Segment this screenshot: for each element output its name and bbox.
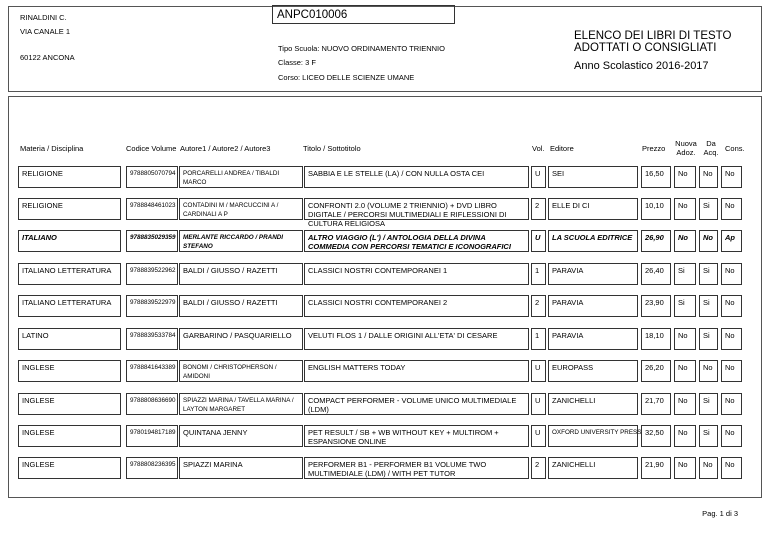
col-autori: Autore1 / Autore2 / Autore3 bbox=[180, 144, 271, 153]
cell-da: Si bbox=[699, 425, 718, 447]
cell-prezzo: 21,90 bbox=[641, 457, 671, 479]
cell-da: Si bbox=[699, 263, 718, 285]
cell-vol: 1 bbox=[531, 263, 546, 285]
cell-prezzo: 32,50 bbox=[641, 425, 671, 447]
cell-titolo: ALTRO VIAGGIO (L') / ANTOLOGIA DELLA DIVINA COMMEDIA CON PERCORSI TEMATICI E ICONOGRAFICI bbox=[304, 230, 529, 252]
col-prezzo: Prezzo bbox=[642, 144, 666, 153]
cell-prezzo: 21,70 bbox=[641, 393, 671, 415]
cell-codice: 9788808636690 bbox=[126, 393, 178, 415]
cell-codice: 9788841643389 bbox=[126, 360, 178, 382]
cell-codice: 9788839533784 bbox=[126, 328, 178, 350]
cell-autori: GARBARINO / PASQUARIELLO bbox=[179, 328, 303, 350]
cell-codice: 9788808236395 bbox=[126, 457, 178, 479]
cell-vol: U bbox=[531, 360, 546, 382]
cell-titolo: PET RESULT / SB + WB WITHOUT KEY + MULTIROM + ESPANSIONE ONLINE bbox=[304, 425, 529, 447]
cell-nuova: No bbox=[674, 393, 696, 415]
cell-materia: ITALIANO LETTERATURA bbox=[18, 295, 121, 317]
cell-cons: No bbox=[721, 360, 742, 382]
cell-autori: BONOMI / CHRISTOPHERSON / AMIDONI bbox=[179, 360, 303, 382]
cell-editore: ZANICHELLI bbox=[548, 393, 638, 415]
cell-editore: LA SCUOLA EDITRICE bbox=[548, 230, 638, 252]
cell-vol: 1 bbox=[531, 328, 546, 350]
cell-editore: EUROPASS bbox=[548, 360, 638, 382]
cell-materia: LATINO bbox=[18, 328, 121, 350]
cell-prezzo: 26,90 bbox=[641, 230, 671, 252]
corso: Corso: LICEO DELLE SCIENZE UMANE bbox=[278, 73, 415, 82]
cell-materia: INGLESE bbox=[18, 425, 121, 447]
col-da: Da Acq. bbox=[703, 139, 719, 157]
cell-nuova: Si bbox=[674, 295, 696, 317]
cell-prezzo: 26,40 bbox=[641, 263, 671, 285]
cell-autori: QUINTANA JENNY bbox=[179, 425, 303, 447]
cell-vol: U bbox=[531, 166, 546, 188]
cell-materia: RELIGIONE bbox=[18, 198, 121, 220]
cell-titolo: CLASSICI NOSTRI CONTEMPORANEI 1 bbox=[304, 263, 529, 285]
cell-da: No bbox=[699, 360, 718, 382]
cell-materia: INGLESE bbox=[18, 393, 121, 415]
cell-vol: U bbox=[531, 393, 546, 415]
cell-da: Si bbox=[699, 393, 718, 415]
cell-autori: BALDI / GIUSSO / RAZETTI bbox=[179, 295, 303, 317]
cell-vol: 2 bbox=[531, 198, 546, 220]
school-city: 60122 ANCONA bbox=[20, 53, 75, 62]
cell-materia: RELIGIONE bbox=[18, 166, 121, 188]
cell-prezzo: 23,90 bbox=[641, 295, 671, 317]
cell-vol: 2 bbox=[531, 295, 546, 317]
cell-cons: No bbox=[721, 295, 742, 317]
page-number: Pag. 1 di 3 bbox=[702, 509, 738, 518]
cell-codice: 9788848461023 bbox=[126, 198, 178, 220]
cell-materia: ITALIANO bbox=[18, 230, 121, 252]
cell-nuova: No bbox=[674, 198, 696, 220]
cell-nuova: Si bbox=[674, 263, 696, 285]
school-year: Anno Scolastico 2016-2017 bbox=[574, 60, 709, 72]
col-materia: Materia / Disciplina bbox=[20, 144, 84, 153]
cell-vol: 2 bbox=[531, 457, 546, 479]
cell-cons: Ap bbox=[721, 230, 742, 252]
cell-titolo: COMPACT PERFORMER - VOLUME UNICO MULTIMEDIALE (LDM) bbox=[304, 393, 529, 415]
school-code: ANPC010006 bbox=[272, 5, 455, 24]
cell-da: Si bbox=[699, 198, 718, 220]
school-address: VIA CANALE 1 bbox=[20, 27, 71, 36]
cell-materia: ITALIANO LETTERATURA bbox=[18, 263, 121, 285]
cell-cons: No bbox=[721, 457, 742, 479]
cell-codice: 9788839522962 bbox=[126, 263, 178, 285]
cell-prezzo: 10,10 bbox=[641, 198, 671, 220]
col-editore: Editore bbox=[550, 144, 574, 153]
cell-titolo: ENGLISH MATTERS TODAY bbox=[304, 360, 529, 382]
col-vol: Vol. bbox=[532, 144, 545, 153]
cell-nuova: No bbox=[674, 166, 696, 188]
cell-cons: No bbox=[721, 425, 742, 447]
cell-materia: INGLESE bbox=[18, 360, 121, 382]
cell-titolo: CLASSICI NOSTRI CONTEMPORANEI 2 bbox=[304, 295, 529, 317]
school-name: RINALDINI C. bbox=[20, 13, 67, 22]
cell-autori: MERLANTE RICCARDO / PRANDI STEFANO bbox=[179, 230, 303, 252]
cell-da: No bbox=[699, 166, 718, 188]
cell-da: Si bbox=[699, 328, 718, 350]
cell-autori: CONTADINI M / MARCUCCINI A / CARDINALI A P bbox=[179, 198, 303, 220]
cell-nuova: No bbox=[674, 360, 696, 382]
cell-da: No bbox=[699, 230, 718, 252]
cell-materia: INGLESE bbox=[18, 457, 121, 479]
cell-prezzo: 18,10 bbox=[641, 328, 671, 350]
cell-autori: SPIAZZI MARINA / TAVELLA MARINA / LAYTON MARGARET bbox=[179, 393, 303, 415]
cell-cons: No bbox=[721, 166, 742, 188]
cell-nuova: No bbox=[674, 457, 696, 479]
cell-editore: OXFORD UNIVERSITY PRESS bbox=[548, 425, 638, 447]
col-codice: Codice Volume bbox=[126, 144, 177, 153]
cell-prezzo: 16,50 bbox=[641, 166, 671, 188]
classe: Classe: 3 F bbox=[278, 58, 316, 67]
tipo-scuola: Tipo Scuola: NUOVO ORDINAMENTO TRIENNIO bbox=[278, 44, 445, 53]
cell-editore: ZANICHELLI bbox=[548, 457, 638, 479]
cell-editore: PARAVIA bbox=[548, 328, 638, 350]
cell-editore: PARAVIA bbox=[548, 263, 638, 285]
cell-codice: 9788839522979 bbox=[126, 295, 178, 317]
cell-nuova: No bbox=[674, 425, 696, 447]
cell-prezzo: 26,20 bbox=[641, 360, 671, 382]
title-line-2: ADOTTATI O CONSIGLIATI bbox=[574, 42, 717, 54]
cell-codice: 9788835029359 bbox=[126, 230, 178, 252]
cell-da: No bbox=[699, 457, 718, 479]
document-title bbox=[574, 30, 731, 54]
cell-da: Si bbox=[699, 295, 718, 317]
cell-titolo: VELUTI FLOS 1 / DALLE ORIGINI ALL'ETA' DI CESARE bbox=[304, 328, 529, 350]
cell-vol: U bbox=[531, 425, 546, 447]
cell-cons: No bbox=[721, 263, 742, 285]
cell-editore: SEI bbox=[548, 166, 638, 188]
col-titolo: Titolo / Sottotitolo bbox=[303, 144, 361, 153]
cell-titolo: PERFORMER B1 - PERFORMER B1 VOLUME TWO MULTIMEDIALE (LDM) / WITH PET TUTOR bbox=[304, 457, 529, 479]
title-line-1: ELENCO DEI LIBRI DI TESTO bbox=[574, 30, 732, 42]
cell-titolo: SABBIA E LE STELLE (LA) / CON NULLA OSTA CEI bbox=[304, 166, 529, 188]
cell-autori: BALDI / GIUSSO / RAZETTI bbox=[179, 263, 303, 285]
cell-titolo: CONFRONTI 2.0 (VOLUME 2 TRIENNIO) + DVD LIBRO DIGITALE / PERCORSI MULTIMEDIALI E RIFLESSIONI DI CULTURA RELIGIOSA bbox=[304, 198, 529, 220]
cell-nuova: No bbox=[674, 328, 696, 350]
cell-cons: No bbox=[721, 328, 742, 350]
cell-nuova: No bbox=[674, 230, 696, 252]
cell-codice: 9780194817189 bbox=[126, 425, 178, 447]
cell-editore: ELLE DI CI bbox=[548, 198, 638, 220]
cell-vol: U bbox=[531, 230, 546, 252]
cell-codice: 9788805070794 bbox=[126, 166, 178, 188]
col-nuova: Nuova Adoz. bbox=[675, 139, 697, 157]
cell-autori: PORCARELLI ANDREA / TIBALDI MARCO bbox=[179, 166, 303, 188]
cell-cons: No bbox=[721, 198, 742, 220]
cell-cons: No bbox=[721, 393, 742, 415]
cell-editore: PARAVIA bbox=[548, 295, 638, 317]
cell-autori: SPIAZZI MARINA bbox=[179, 457, 303, 479]
col-cons: Cons. bbox=[725, 144, 745, 153]
